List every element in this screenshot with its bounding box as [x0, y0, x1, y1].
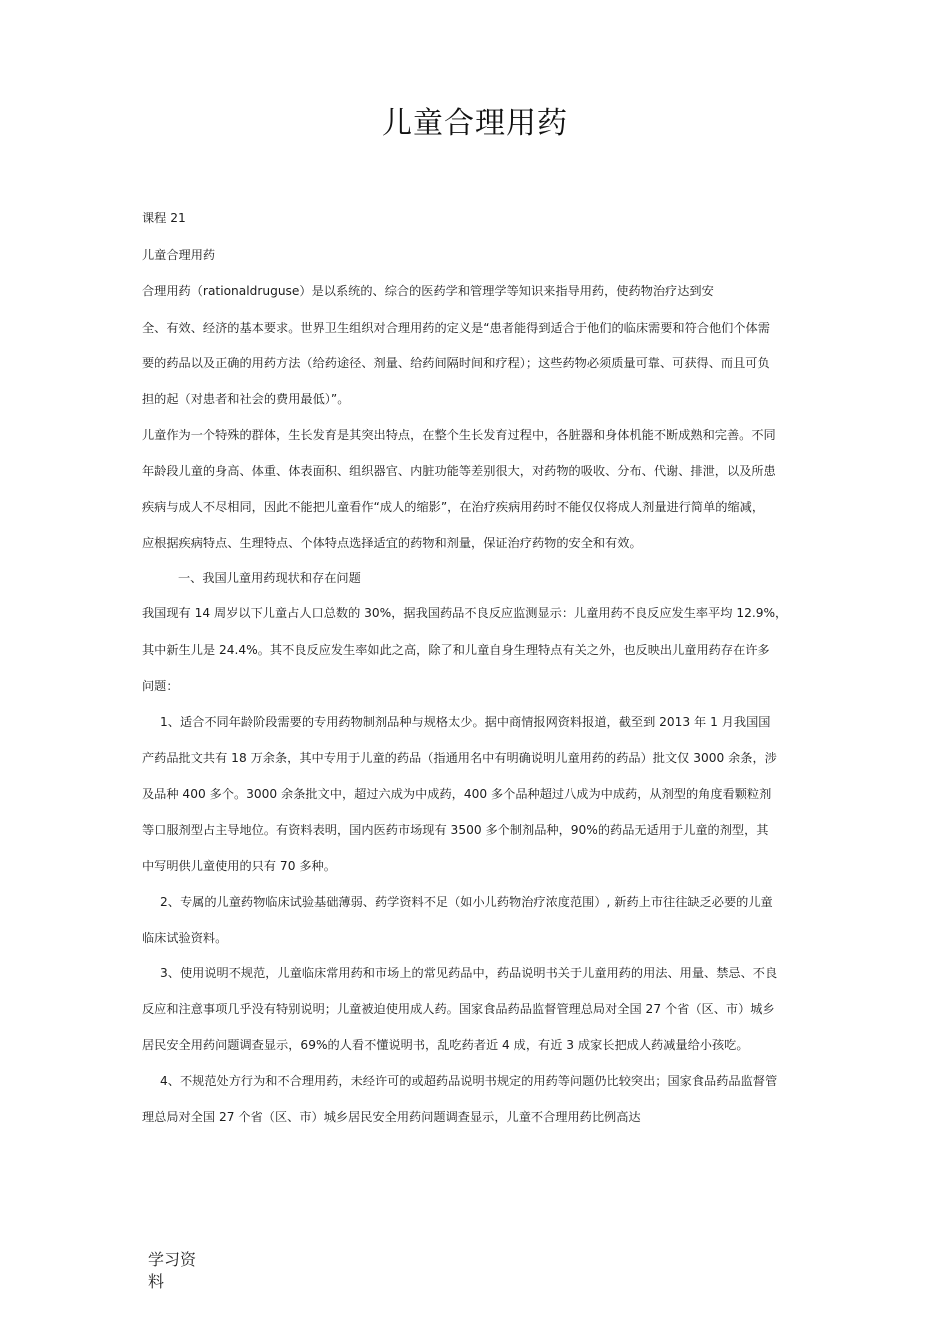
paragraph-line: 儿童作为一个特殊的群体，生长发育是其突出特点，在整个生长发育过程中，各脏器和身体机能不断成熟和完善。不同 [142, 428, 776, 442]
document-title: 儿童合理用药 [382, 106, 568, 141]
paragraph-line: 其中新生儿是 24.4%。其不良反应发生率如此之高，除了和儿童自身生理特点有关之外，也反映出儿童用药存在许多 [142, 643, 770, 657]
paragraph-line: 我国现有 14 周岁以下儿童占人口总数的 30%，据我国药品不良反应监测显示：儿童用药不良反应发生率平均 12.9%， [142, 606, 788, 620]
paragraph-line: 问题： [142, 679, 179, 693]
section-heading: 一、我国儿童用药现状和存在问题 [178, 571, 361, 585]
list-item-line: 产药品批文共有 18 万余条，其中专用于儿童的药品（指通用名中有明确说明儿童用药的药品）批文仅 3000 余条，涉 [142, 751, 777, 765]
paragraph-line: 要的药品以及正确的用药方法（给药途径、剂量、给药间隔时间和疗程）；这些药物必须质量可靠、可获得、而且可负 [142, 356, 770, 370]
list-item-line: 1、适合不同年龄阶段需要的专用药物制剂品种与规格太少。据中商情报网资料报道，截至到 2013 年 1 月我国国 [160, 715, 771, 729]
section-heading: 儿童合理用药 [142, 248, 216, 262]
footer-line: 学习资 [148, 1250, 197, 1269]
paragraph-line: 应根据疾病特点、生理特点、个体特点选择适宜的药物和剂量，保证治疗药物的安全和有效。 [142, 536, 642, 550]
list-item-line: 中写明供儿童使用的只有 70 多种。 [142, 859, 336, 873]
list-item-line: 理总局对全国 27 个省（区、市）城乡居民安全用药问题调查显示，儿童不合理用药比例高达 [142, 1110, 641, 1124]
footer-watermark [148, 1249, 196, 1293]
list-item-line: 临床试验资料。 [142, 931, 228, 945]
list-item-line: 3、使用说明不规范，儿童临床常用药和市场上的常见药品中，药品说明书关于儿童用药的用法、用量、禁忌、不良 [160, 966, 778, 980]
list-item-line: 及品种 400 多个。3000 余条批文中，超过六成为中成药，400 多个品种超过八成为中成药，从剂型的角度看颗粒剂 [142, 787, 772, 801]
course-label: 课程 21 [142, 211, 186, 225]
list-item-line: 2、专属的儿童药物临床试验基础薄弱、药学资料不足（如小儿药物治疗浓度范围）, 新药上市往往缺乏必要的儿童 [160, 895, 773, 909]
list-item-line: 等口服剂型占主导地位。有资料表明，国内医药市场现有 3500 多个制剂品种，90%的药品无适用于儿童的剂型，其 [142, 823, 769, 837]
paragraph-line: 全、有效、经济的基本要求。世界卫生组织对合理用药的定义是“患者能得到适合于他们的临床需要和符合他们个体需 [142, 321, 770, 335]
list-item-line: 4、不规范处方行为和不合理用药，未经许可的或超药品说明书规定的用药等问题仍比较突出；国家食品药品监督管 [160, 1074, 778, 1088]
footer-line: 料 [148, 1272, 165, 1291]
paragraph-line: 合理用药（rationaldruguse）是以系统的、综合的医药学和管理学等知识来指导用药，使药物治疗达到安 [142, 284, 714, 298]
paragraph-line: 疾病与成人不尽相同，因此不能把儿童看作“成人的缩影”，在治疗疾病用药时不能仅仅将成人剂量进行简单的缩减， [142, 500, 765, 514]
paragraph-line: 担的起（对患者和社会的费用最低）”。 [142, 392, 350, 406]
paragraph-line: 年龄段儿童的身高、体重、体表面积、组织器官、内脏功能等差别很大，对药物的吸收、分布、代谢、排泄，以及所患 [142, 464, 776, 478]
list-item-line: 居民安全用药问题调查显示，69%的人看不懂说明书，乱吃药者近 4 成，有近 3 成家长把成人药减量给小孩吃。 [142, 1038, 749, 1052]
list-item-line: 反应和注意事项几乎没有特别说明；儿童被迫使用成人药。国家食品药品监督管理总局对全国 27 个省（区、市）城乡 [142, 1002, 775, 1016]
